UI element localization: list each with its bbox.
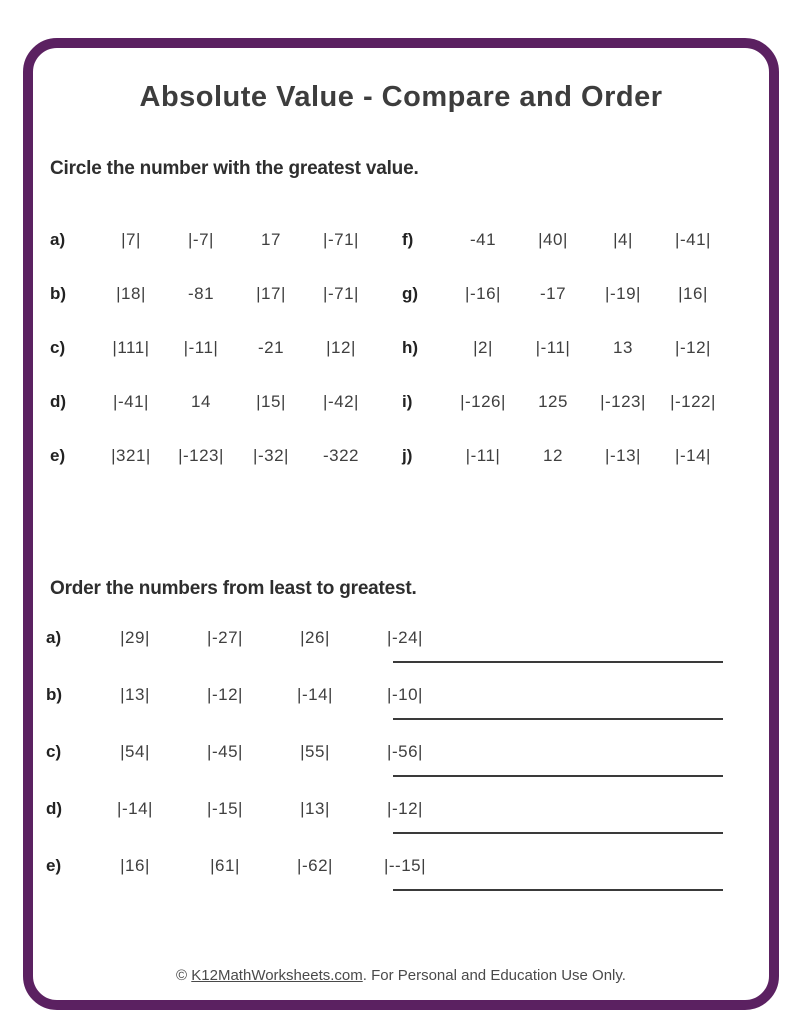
row-label: b) bbox=[46, 685, 63, 704]
number-option[interactable]: |55| bbox=[300, 742, 330, 761]
answer-line[interactable] bbox=[393, 832, 723, 834]
number-option[interactable]: -17 bbox=[539, 284, 567, 303]
number-option[interactable]: |-7| bbox=[188, 230, 214, 249]
section2 bbox=[46, 578, 756, 905]
number-option[interactable]: |-123| bbox=[178, 446, 224, 465]
number-option[interactable]: -322 bbox=[322, 446, 360, 465]
number-option[interactable]: 12 bbox=[543, 446, 563, 465]
number-option[interactable]: |-27| bbox=[207, 628, 243, 647]
number-option[interactable]: |321| bbox=[111, 446, 151, 465]
number-option[interactable]: |-56| bbox=[387, 742, 423, 761]
section1-problems bbox=[50, 230, 750, 466]
number-option[interactable]: 17 bbox=[261, 230, 281, 249]
section1-right-column bbox=[402, 230, 728, 466]
number-option[interactable]: |-12| bbox=[207, 685, 243, 704]
row-label: g) bbox=[402, 284, 419, 303]
number-option[interactable]: |-32| bbox=[253, 446, 289, 465]
row-label: c) bbox=[50, 338, 66, 357]
number-option[interactable]: |16| bbox=[678, 284, 708, 303]
section2-problems bbox=[46, 620, 756, 905]
number-option[interactable]: |-14| bbox=[297, 685, 333, 704]
number-option[interactable]: |-11| bbox=[183, 338, 219, 357]
number-option[interactable]: |4| bbox=[613, 230, 633, 249]
number-option[interactable]: |-41| bbox=[675, 230, 711, 249]
number-option[interactable]: |-14| bbox=[117, 799, 153, 818]
number-option[interactable]: |7| bbox=[121, 230, 141, 249]
row-label: d) bbox=[50, 392, 67, 411]
number-option[interactable]: |40| bbox=[538, 230, 568, 249]
section2-heading: Order the numbers from least to greatest. bbox=[50, 578, 417, 599]
order-row bbox=[46, 677, 756, 734]
number-option[interactable]: |-126| bbox=[460, 392, 506, 411]
number-option[interactable]: |-11| bbox=[535, 338, 571, 357]
number-option[interactable]: |17| bbox=[256, 284, 286, 303]
answer-line[interactable] bbox=[393, 775, 723, 777]
number-option[interactable]: |-24| bbox=[387, 628, 423, 647]
section1-left-column bbox=[50, 230, 376, 466]
number-option[interactable]: |-10| bbox=[387, 685, 423, 704]
number-option[interactable]: |13| bbox=[120, 685, 150, 704]
order-row bbox=[46, 848, 756, 905]
order-row bbox=[46, 620, 756, 677]
number-option[interactable]: 125 bbox=[538, 392, 568, 411]
number-option[interactable]: |29| bbox=[120, 628, 150, 647]
number-option[interactable]: |12| bbox=[326, 338, 356, 357]
number-option[interactable]: |16| bbox=[120, 856, 150, 875]
number-option[interactable]: -81 bbox=[187, 284, 215, 303]
row-label: h) bbox=[402, 338, 419, 357]
number-option[interactable]: |-12| bbox=[675, 338, 711, 357]
number-option[interactable]: |15| bbox=[256, 392, 286, 411]
row-label: j) bbox=[402, 446, 413, 465]
row-label: c) bbox=[46, 742, 62, 761]
order-row bbox=[46, 734, 756, 791]
row-label: b) bbox=[50, 284, 67, 303]
number-option[interactable]: |-12| bbox=[387, 799, 423, 818]
number-option[interactable]: |18| bbox=[116, 284, 146, 303]
row-label: i) bbox=[402, 392, 413, 411]
number-option[interactable]: |13| bbox=[300, 799, 330, 818]
order-row bbox=[46, 791, 756, 848]
number-option[interactable]: |-15| bbox=[207, 799, 243, 818]
number-option[interactable]: -21 bbox=[257, 338, 285, 357]
number-option[interactable]: -41 bbox=[469, 230, 497, 249]
section1-heading: Circle the number with the greatest value. bbox=[50, 158, 419, 179]
number-option[interactable]: |-42| bbox=[323, 392, 359, 411]
number-option[interactable]: |-11| bbox=[465, 446, 501, 465]
number-option[interactable]: |111| bbox=[112, 338, 150, 357]
number-option[interactable]: 14 bbox=[191, 392, 211, 411]
worksheet-title: Absolute Value - Compare and Order bbox=[139, 81, 663, 114]
row-label: a) bbox=[46, 628, 62, 647]
number-option[interactable]: |-16| bbox=[465, 284, 501, 303]
number-option[interactable]: |-71| bbox=[323, 230, 359, 249]
number-option[interactable]: |--15| bbox=[383, 856, 427, 875]
answer-line[interactable] bbox=[393, 661, 723, 663]
page-border bbox=[23, 38, 779, 1010]
number-option[interactable]: |61| bbox=[210, 856, 240, 875]
number-option[interactable]: |-45| bbox=[207, 742, 243, 761]
row-label: e) bbox=[46, 856, 62, 875]
row-label: e) bbox=[50, 446, 66, 465]
number-option[interactable]: |-41| bbox=[113, 392, 149, 411]
answer-line[interactable] bbox=[393, 718, 723, 720]
number-option[interactable]: |-19| bbox=[605, 284, 641, 303]
number-option[interactable]: 13 bbox=[613, 338, 633, 357]
number-option[interactable]: |-62| bbox=[297, 856, 333, 875]
number-option[interactable]: |-71| bbox=[323, 284, 359, 303]
row-label: f) bbox=[402, 230, 414, 249]
footer-suffix: . For Personal and Education Use Only. bbox=[362, 967, 626, 984]
row-label: a) bbox=[50, 230, 66, 249]
number-option[interactable]: |-122| bbox=[670, 392, 716, 411]
number-option[interactable]: |-123| bbox=[600, 392, 646, 411]
answer-line[interactable] bbox=[393, 889, 723, 891]
row-label: d) bbox=[46, 799, 63, 818]
footer-link[interactable]: K12MathWorksheets.com bbox=[191, 967, 363, 984]
number-option[interactable]: |-13| bbox=[605, 446, 641, 465]
number-option[interactable]: |26| bbox=[300, 628, 330, 647]
number-option[interactable]: |-14| bbox=[675, 446, 711, 465]
footer-copyright bbox=[33, 967, 769, 984]
number-option[interactable]: |54| bbox=[120, 742, 150, 761]
footer-prefix: © bbox=[176, 967, 192, 984]
number-option[interactable]: |2| bbox=[473, 338, 493, 357]
